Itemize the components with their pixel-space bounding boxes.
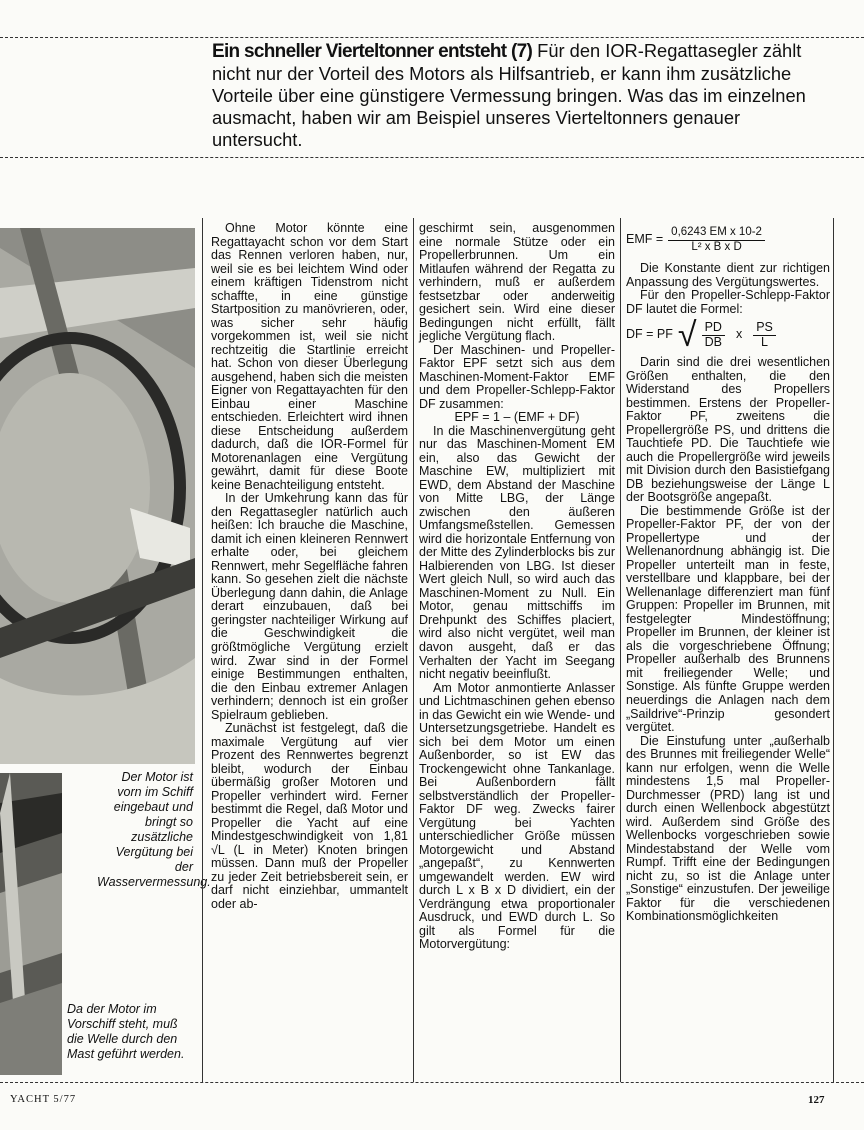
headline-rule	[0, 157, 864, 158]
emf-formula	[626, 226, 830, 254]
paragraph: geschirmt sein, ausgenommen eine normale Stütze oder ein Propellerbrunnen. Um ein Mitlaufen während der Regatta zu verhindern, muß er außerdem festsetzbar oder anderweitig gesichert sein. Wird eine dieser Bedingungen nicht erfüllt, fällt jegliche Vergütung flach.	[419, 221, 615, 344]
column-divider	[620, 218, 621, 1082]
page-number: 127	[808, 1094, 825, 1106]
df-denominator-2: L	[761, 334, 768, 349]
df-fraction-2	[753, 321, 776, 349]
column-divider	[413, 218, 414, 1082]
engine-photo	[0, 228, 195, 764]
df-numerator-2: PS	[753, 321, 776, 336]
paragraph: Ohne Motor könnte eine Regattayacht schon vor dem Start das Rennen verloren haben, nur, weil sie es bei leichtem Wind oder einem kräftigen Tidenstrom nicht schaffte, in eine günstige Startposition zu manövrieren, oder, was sicher sehr häufig vorgekommen ist, weil sie nicht rechtzeitig die Startlinie erreicht hat. Schon von dieser Überlegung ausgehend, haben sich die meisten Eigner von Regattayachten für den Einbau einer Maschine entschieden. Erleichtert wird ihnen diese Entscheidung außerdem dadurch, daß die IOR-Formel für Motorenanlagen eine Vergütung gewährt, damit für diese Boote keine Benachteiligung entsteht.	[211, 221, 408, 492]
article-column-1	[211, 222, 408, 911]
footer-issue: YACHT 5/77	[10, 1094, 77, 1105]
paragraph: In der Umkehrung kann das für den Regattasegler natürlich auch heißen: Ich brauche die Maschine, damit ich einen kleineren Rennwert erhalte oder, bei gleichem Rennwert, mehr Segelfläche fahren kann. So gesehen zielt die nächste Überlegung dann dahin, die Anlage derart einzubauen, daß bei geringster nachteiliger Wirkung auf die Geschwindigkeit die größtmögliche Vergütung erzielt wird. Zwar sind in der Formel einige Bestimmungen enthalten, die den Einbau extremer Anlagen verhindern; dennoch ist ein großer Spielraum geblieben.	[211, 491, 408, 722]
paragraph: Für den Propeller-Schlepp-Faktor DF lautet die Formel:	[626, 288, 830, 316]
article-column-3	[626, 222, 830, 924]
df-fraction-1	[702, 321, 725, 349]
column-divider	[833, 218, 834, 1082]
paragraph: Die bestimmende Größe ist der Propeller-Faktor PF, der von der Propellertype und der Wellenanordnung abhängig ist. Die Propeller unterteilt man in feste, verstellbare und klappbare, bei der Wellenanlage differenziert man fünf Gruppen: Propeller im Brunnen, mit festgelegter Mindestöffnung; Propeller im Brunnen, der kleiner ist als die vorgeschriebene Öffnung; Propeller außerhalb des Brunnens mit freiliegender Welle; und Sonstige. Als fünfte Gruppe werden neuerdings die Anlagen nach dem „Saildrive“-Prinzip gesondert vergütet.	[626, 503, 830, 735]
paragraph: Die Einstufung unter „außerhalb des Brunnes mit freiliegender Welle“ kann nur erfolgen, wenn die Welle mindestens 1,5 mal Propeller-Durchmesser (PRD) lang ist und durch einen Wellenbock abgestützt wird. Außerdem sind Größe des Wellenbocks vorgeschrieben sowie Mindestabstand der Welle vom Rumpf. Trifft eine der Bedingungen nicht zu, so ist die Anlage unter „Sonstige“ einzustufen. Der jeweilige Faktor für die verschiedenen Kombinationsmöglichkeiten	[626, 733, 830, 924]
headline-intro: Für den IOR-Regattasegler zählt nicht nur der Vorteil des Motors als Hilfsantrieb, er kann ihm zusätzliche Vorteile über eine günstigere Vermessung bringen. Was das im einzelnen ausmacht, haben wir am Beispiel unseres Vierteltonners genauer untersucht.	[212, 40, 806, 150]
df-lhs: DF = PF	[626, 327, 673, 342]
paragraph: Darin sind die drei wesentlichen Größen enthalten, die den Widerstand des Propellers bestimmen. Erstens der Propeller-Faktor PF, zweitens die Propellergröße PS, und drittens die Tauchtiefe PD. Die Tauchtiefe wie auch die Propellergröße wird jeweils mit Division durch den Basistiefgang DB beziehungsweise der Länge L der Bootsgröße angepaßt.	[626, 355, 830, 505]
bottom-rule	[0, 1082, 864, 1083]
df-denominator-1: DB	[704, 334, 722, 349]
shaft-photo	[0, 773, 62, 1075]
paragraph: Der Maschinen- und Propeller-Faktor EPF setzt sich aus dem Maschinen-Moment-Faktor EMF und dem Propeller-Schlepp-Faktor DF zusammen:	[419, 342, 615, 411]
headline-block	[212, 40, 832, 151]
square-root-icon: √	[677, 316, 697, 355]
paragraph: Die Konstante dient zur richtigen Anpassung des Vergütungswertes.	[626, 261, 830, 289]
paragraph: Am Motor anmontierte Anlasser und Lichtmaschinen gehen ebenso in das Gewicht ein wie Wende- und Untersetzungsgetriebe. Handelt es sich bei dem Motor um einen Außenborder, so ist EW das Trockengewicht ohne Tankanlage. Bei Außenbordern fällt selbstverständlich der Propeller-Faktor DF weg. Zwecks fairer Vergütung bei Yachten unterschiedlicher Größe müssen Motorgewicht und Abstand „angepaßt“, zu Kennwerten umgewandelt werden. EW wird durch L x B x D dividiert, ein der Verdrängung etwa proportionaler Ausdruck, und EWD durch L. So gilt als Formel für die Motorvergütung:	[419, 680, 615, 952]
paragraph: In die Maschinenvergütung geht nur das Maschinen-Moment EM ein, also das Gewicht der Maschine EW, multipliziert mit EWD, dem Abstand der Maschine von Mitte LBG, der Länge zwischen den äußeren Umfangsmeßstellen. Gemessen wird die horizontale Entfernung von der Mitte des Zylinderblocks bis zur Halbierenden von LBG. Ist dieser Wert gleich Null, so wird auch das Maschinen-Moment zu Null. Ein Motor, genau mittschiffs im Drehpunkt des Schiffes placiert, wird also nicht vergütet, weil man davon ausgeht, daß er das Verhalten der Yacht im Seegang nicht negativ beeinflußt.	[419, 423, 615, 682]
emf-numerator: 0,6243 EM x 10-2	[668, 226, 765, 241]
epf-formula: EPF = 1 – (EMF + DF)	[454, 410, 580, 425]
top-rule	[0, 37, 864, 38]
emf-denominator: L² x B x D	[691, 240, 742, 253]
df-formula	[626, 316, 830, 355]
emf-lhs: EMF =	[626, 232, 664, 247]
engine-photo-image	[0, 228, 195, 764]
headline-title: Ein schneller Vierteltonner entsteht (7)	[212, 41, 533, 62]
df-numerator-1: PD	[702, 321, 725, 336]
paragraph: Zunächst ist festgelegt, daß die maximale Vergütung auf vier Prozent des Rennwertes begrenzt bleibt, wodurch der Einbau übermäßig großer Motoren und Propeller verhindert wird. Ferner bestimmt die Regel, daß Motor und Propeller die Yacht auf eine Mindestgeschwindigkeit von 1,81 √L (L in Meter) Knoten bringen müssen. Dann muß der Propeller zu jeder Zeit betriebsbereit sein, er darf nicht einziehbar, ummantelt oder ab-	[211, 721, 408, 911]
photo-caption-bottom: Da der Motor im Vorschiff steht, muß die Welle durch den Mast geführt werden.	[67, 1002, 185, 1061]
df-times: x	[735, 327, 743, 342]
shaft-photo-image	[0, 773, 62, 1075]
emf-fraction	[668, 226, 765, 254]
article-column-2	[419, 222, 615, 952]
photo-caption-top: Der Motor ist vorn im Schiff eingebaut und bringt so zusätzliche Vergütung bei der Wasservermessung.	[97, 770, 211, 889]
column-divider	[202, 218, 203, 1082]
